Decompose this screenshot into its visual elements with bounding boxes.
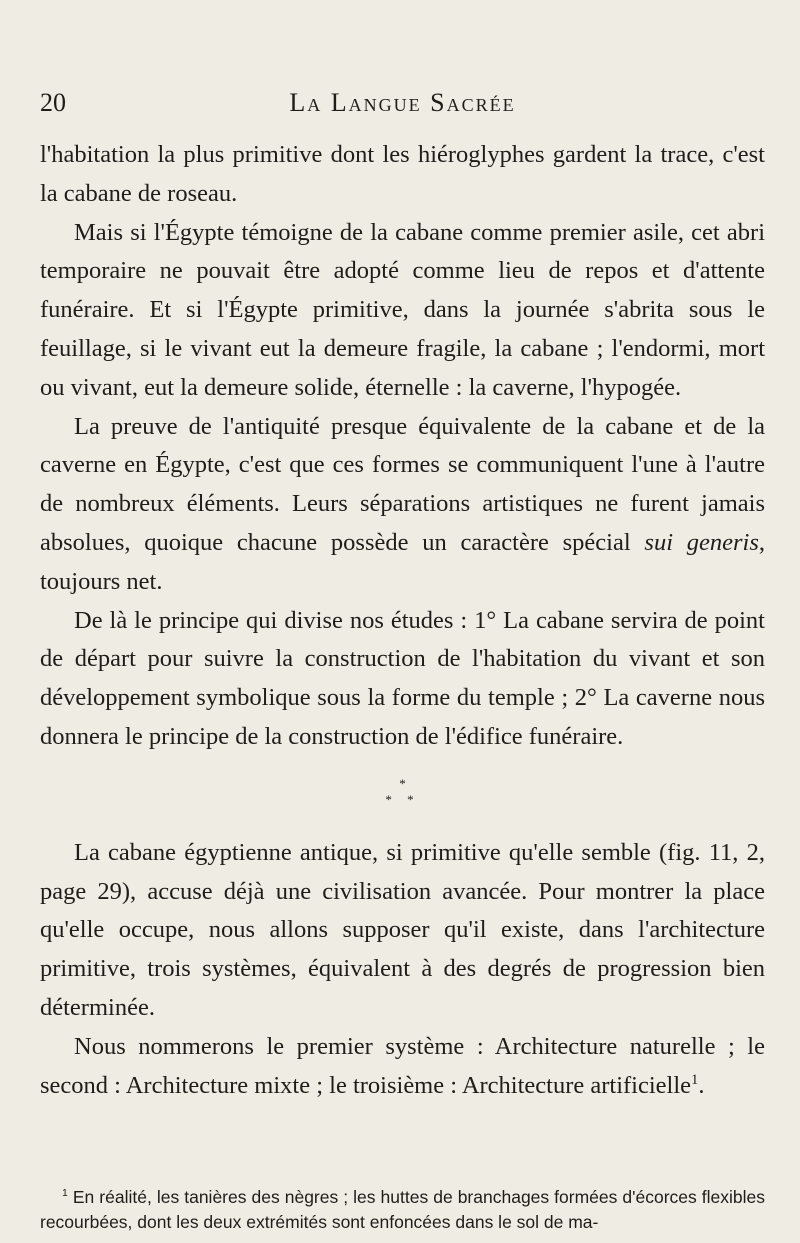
footnote-reference: 1 bbox=[691, 1071, 699, 1088]
footnote-text: En réalité, les tanières des nègres ; les huttes de branchages formées d'écorces flexibles recourbées, dont les deux extrémités sont enfoncées dans le sol de ma- bbox=[40, 1187, 765, 1232]
paragraph-end: . bbox=[698, 1071, 705, 1099]
asterism-bottom: * * bbox=[385, 791, 420, 807]
paragraph-text: La preuve de l'antiquité presque équivalente de la cabane et de la caverne en Égypte, c'est que ces formes se communiquent l'une à l'autre de nombreux éléments. Leurs séparations artistiques ne furent jamais absolues, quoique chacune possède un caractère spécial bbox=[40, 412, 765, 556]
paragraph-text: Nous nommerons le premier système : Architecture naturelle ; le second : Architecture mixte ; le troisième : Architecture artificielle bbox=[40, 1032, 765, 1099]
page-number: 20 bbox=[40, 88, 66, 117]
paragraph bbox=[40, 1028, 765, 1106]
footnote bbox=[40, 1185, 765, 1235]
latin-phrase: sui generis bbox=[644, 528, 759, 556]
paragraph: Mais si l'Égypte témoigne de la cabane comme premier asile, cet abri temporaire ne pouvait être adopté comme lieu de repos et d'attente funéraire. Et si l'Égypte primitive, dans la journée s'abrita sous le feuillage, si le vivant eut la demeure fragile, la cabane ; l'endormi, mort ou vivant, eut la demeure solide, éternelle : la caverne, l'hypogée. bbox=[40, 218, 765, 401]
section-asterism bbox=[40, 757, 765, 834]
paragraph bbox=[40, 408, 765, 602]
paragraph: l'habitation la plus primitive dont les hiéroglyphes gardent la trace, c'est la cabane de roseau. bbox=[40, 141, 765, 207]
footnote-paragraph bbox=[40, 1185, 765, 1235]
paragraph: La cabane égyptienne antique, si primitive qu'elle semble (fig. 11, 2, page 29), accuse déjà une civilisation avancée. Pour montrer la place qu'elle occupe, nous allons supposer qu'il existe, dans l'architecture primitive, trois systèmes, équivalent à des degrés de progression bien déterminée. bbox=[40, 838, 765, 1021]
page-header bbox=[40, 88, 765, 128]
paragraph: De là le principe qui divise nos études : 1° La cabane servira de point de départ pour suivre la construction de l'habitation du vivant et son développement symbolique sous la forme du temple ; 2° La caverne nous donnera le principe de la construction de l'édifice funéraire. bbox=[40, 606, 765, 750]
body-text bbox=[40, 136, 765, 1105]
asterism-top: * bbox=[399, 775, 406, 791]
footnote-mark: 1 bbox=[62, 1187, 68, 1200]
running-title: La Langue Sacrée bbox=[289, 88, 516, 117]
paragraph-text: , toujours net. bbox=[40, 528, 765, 595]
